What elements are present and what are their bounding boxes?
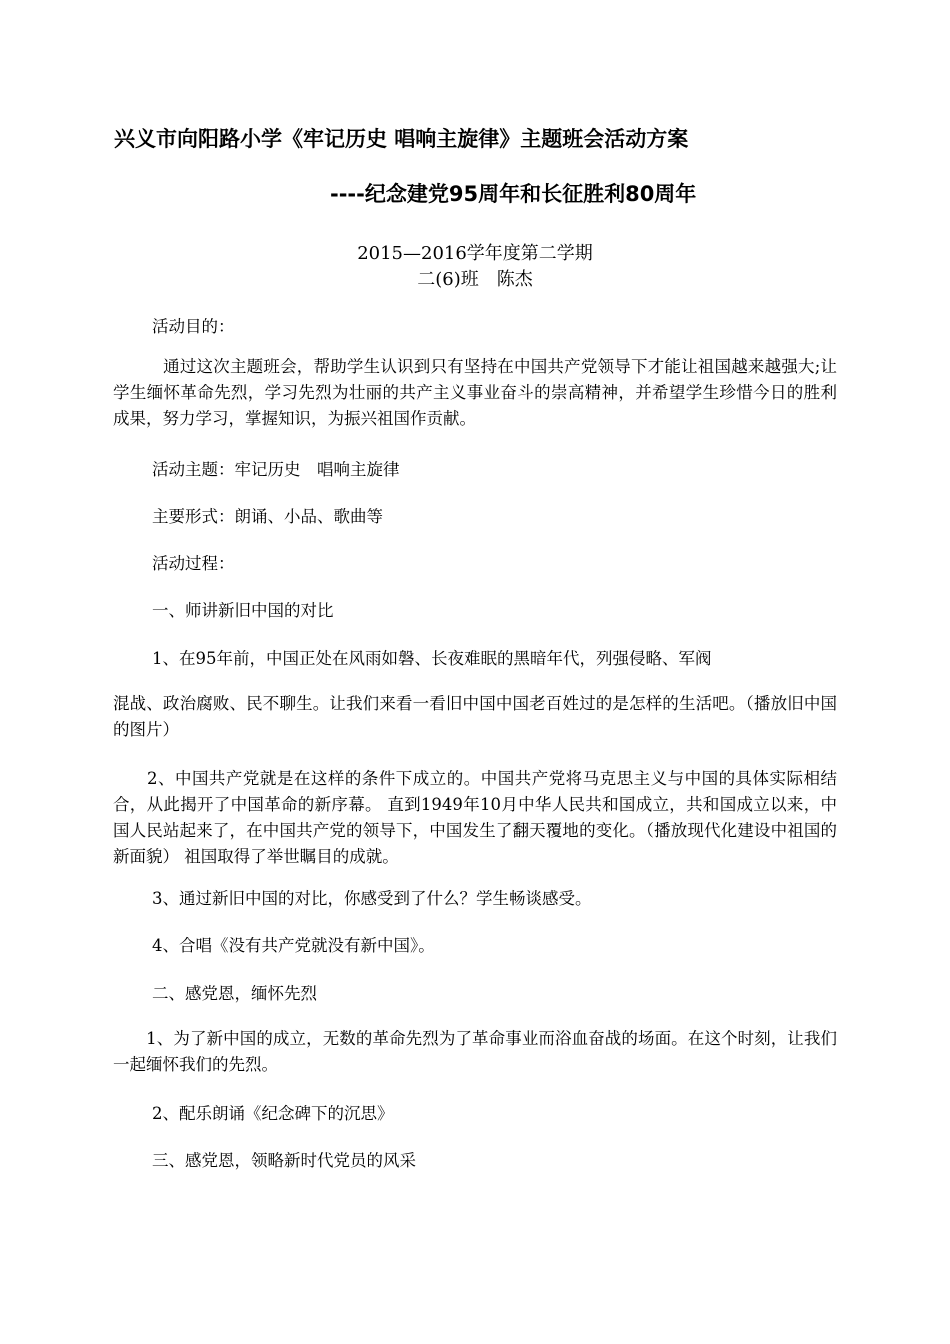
form-line: 主要形式：朗诵、小品、歌曲等 (152, 507, 383, 526)
section1-item1-first-line: 1、在95年前，中国正处在风雨如磐、长夜难眠的黑暗年代，列强侵略、军阀 (152, 649, 712, 668)
section1-item1-continuation: 混战、政治腐败、民不聊生。让我们来看一看旧中国中国老百姓过的是怎样的生活吧。（播放旧中国的图片） (113, 694, 837, 739)
purpose-label: 活动目的： (152, 317, 235, 336)
section2-item1-paragraph: 1、为了新中国的成立，无数的革命先烈为了革命事业而浴血奋战的场面。在这个时刻，让我们一起缅怀我们的先烈。 (113, 1029, 837, 1074)
section1-item2-paragraph: 2、中国共产党就是在这样的条件下成立的。中国共产党将马克思主义与中国的具体实际相结合，从此揭开了中国革命的新序幕。 直到1949年10月中华人民共和国成立，共和国成立以来，中国人民站起来了，在中国共产党的领导下，中国发生了翻天覆地的变化。（播放现代化建设中祖国的新面貌） 祖国取得了举世瞩目的成就。 (113, 769, 837, 866)
section-heading-3: 三、感党恩，领略新时代党员的风采 (152, 1151, 416, 1170)
section1-item4: 4、合唱《没有共产党就没有新中国》。 (152, 936, 435, 955)
process-label: 活动过程： (152, 554, 235, 573)
theme-line: 活动主题：牢记历史 唱响主旋律 (152, 460, 400, 479)
term-line: 2015—2016学年度第二学期 (357, 243, 593, 264)
section1-item3: 3、通过新旧中国的对比，你感受到了什么？学生畅谈感受。 (152, 889, 592, 908)
section-heading-2: 二、感党恩，缅怀先烈 (152, 984, 317, 1003)
document-title: 兴义市向阳路小学《牢记历史 唱响主旋律》主题班会活动方案 (114, 127, 689, 151)
purpose-paragraph: 通过这次主题班会，帮助学生认识到只有坚持在中国共产党领导下才能让祖国越来越强大;让学生缅怀革命先烈，学习先烈为壮丽的共产主义事业奋斗的崇高精神，并希望学生珍惜今日的胜利成果，努力学习，掌握知识，为振兴祖国作贡献。 (113, 357, 837, 428)
section-heading-1: 一、师讲新旧中国的对比 (152, 601, 334, 620)
document-subtitle: ----纪念建党95周年和长征胜利80周年 (330, 182, 697, 206)
section2-item2: 2、配乐朗诵《纪念碑下的沉思》 (152, 1104, 394, 1123)
class-teacher-line: 二(6)班 陈杰 (417, 269, 533, 290)
